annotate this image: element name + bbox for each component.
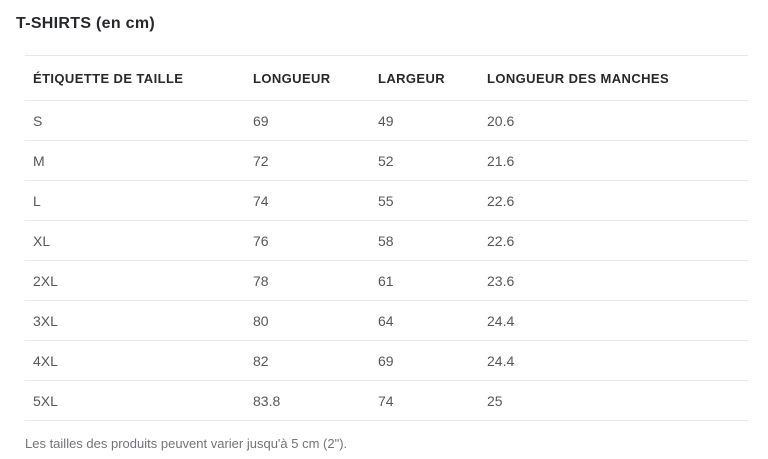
size-table-header	[25, 56, 748, 101]
measurement-cell: 72	[253, 141, 378, 181]
size-table-body	[25, 101, 748, 421]
size-label-cell: 2XL	[25, 261, 253, 301]
table-row	[25, 261, 748, 301]
page-title: T-SHIRTS (en cm)	[16, 15, 156, 32]
size-label-cell: 5XL	[25, 381, 253, 421]
measurement-cell: 24.4	[487, 341, 748, 381]
measurement-cell: 49	[378, 101, 487, 141]
table-row	[25, 181, 748, 221]
table-row	[25, 141, 748, 181]
measurement-cell: 25	[487, 381, 748, 421]
measurement-cell: 20.6	[487, 101, 748, 141]
table-row	[25, 341, 748, 381]
measurement-cell: 69	[253, 101, 378, 141]
measurement-cell: 76	[253, 221, 378, 261]
measurement-cell: 78	[253, 261, 378, 301]
size-label-cell: S	[25, 101, 253, 141]
table-row	[25, 301, 748, 341]
size-label-cell: M	[25, 141, 253, 181]
column-header-size-label: ÉTIQUETTE DE TAILLE	[25, 56, 253, 101]
measurement-cell: 58	[378, 221, 487, 261]
header-row	[25, 56, 748, 101]
size-label-cell: L	[25, 181, 253, 221]
size-label-cell: XL	[25, 221, 253, 261]
measurement-cell: 22.6	[487, 221, 748, 261]
measurement-cell: 83.8	[253, 381, 378, 421]
measurement-cell: 74	[253, 181, 378, 221]
column-header-width: LARGEUR	[378, 56, 487, 101]
measurement-cell: 52	[378, 141, 487, 181]
measurement-cell: 74	[378, 381, 487, 421]
size-variance-footnote: Les tailles des produits peuvent varier jusqu'à 5 cm (2").	[25, 436, 348, 451]
measurement-cell: 55	[378, 181, 487, 221]
size-table	[25, 55, 748, 421]
measurement-cell: 64	[378, 301, 487, 341]
measurement-cell: 69	[378, 341, 487, 381]
column-header-length: LONGUEUR	[253, 56, 378, 101]
measurement-cell: 24.4	[487, 301, 748, 341]
measurement-cell: 21.6	[487, 141, 748, 181]
column-header-sleeve-length: LONGUEUR DES MANCHES	[487, 56, 748, 101]
size-label-cell: 3XL	[25, 301, 253, 341]
measurement-cell: 80	[253, 301, 378, 341]
table-row	[25, 381, 748, 421]
measurement-cell: 61	[378, 261, 487, 301]
measurement-cell: 23.6	[487, 261, 748, 301]
measurement-cell: 22.6	[487, 181, 748, 221]
size-label-cell: 4XL	[25, 341, 253, 381]
measurement-cell: 82	[253, 341, 378, 381]
table-row	[25, 101, 748, 141]
table-row	[25, 221, 748, 261]
